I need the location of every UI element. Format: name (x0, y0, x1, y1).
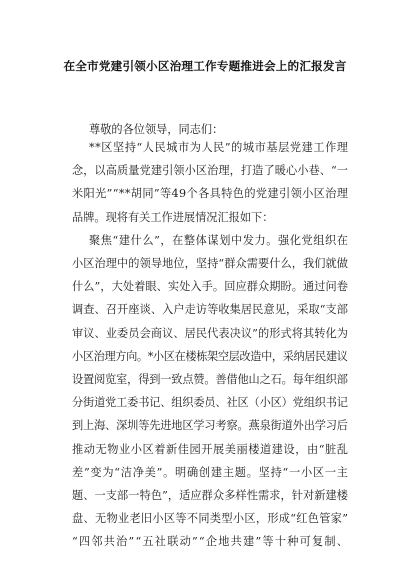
body-line: 分街道党工委书记、组织委员、社区（小区）党组织书记 (72, 396, 348, 410)
body-line: 米阳光”“**胡同”等49个各具特色的党建引领小区治理 (72, 187, 349, 201)
body-line: 品牌。现将有关工作进展情况汇报如下： (72, 210, 274, 224)
body-line: 小区治理中的领导地位，坚持“群众需要什么，我们就做 (72, 257, 349, 270)
document-title: 在全市党建引领小区治理工作专题推进会上的汇报发言 (63, 59, 347, 73)
body-line: 聚焦“建什么”，在整体谋划中发力。强化党组织在 (89, 233, 349, 247)
body-line: 设置阅览室，得到一致点赞。善借他山之石。每年组织部 (72, 373, 348, 386)
body-line: 小区治理方向。*小区在楼栋架空层改造中，采纳居民建议 (72, 349, 348, 363)
body-line: 审议、业委员会商议、居民代表决议”的形式将其转化为 (72, 326, 349, 340)
body-line: 念，以高质量党建引领小区治理，打造了暖心小巷、“一 (72, 164, 349, 178)
body-line: 到上海、深圳等先进地区学习考察。燕泉街道外出学习后 (72, 419, 348, 433)
body-line: **区坚持“人民城市为人民”的城市基层党建工作理 (89, 141, 349, 154)
body-line: 推动无物业小区着新佳园开展美丽楼道建设，由“脏乱 (72, 442, 349, 456)
body-line: 调查、召开座谈、入户走访等收集居民意见，采取“支部 (72, 303, 349, 317)
body-line: 什么”，大处着眼、实处入手。回应群众期盼。通过问卷 (72, 280, 349, 294)
body-line: 差”变为“洁净美”。明确创建主题。坚持“一小区一主 (72, 465, 349, 479)
body-line: “四邻共治”“五社联动”“企地共建”等十种可复制、 (72, 535, 350, 549)
salutation: 尊敬的各位领导，同志们： (89, 123, 224, 136)
body-line: 盘、无物业老旧小区等不同类型小区，形成“红色管家” (72, 512, 349, 526)
body-line: 题、一支部一特色”，适应群众多样性需求，针对新建楼 (72, 489, 349, 502)
